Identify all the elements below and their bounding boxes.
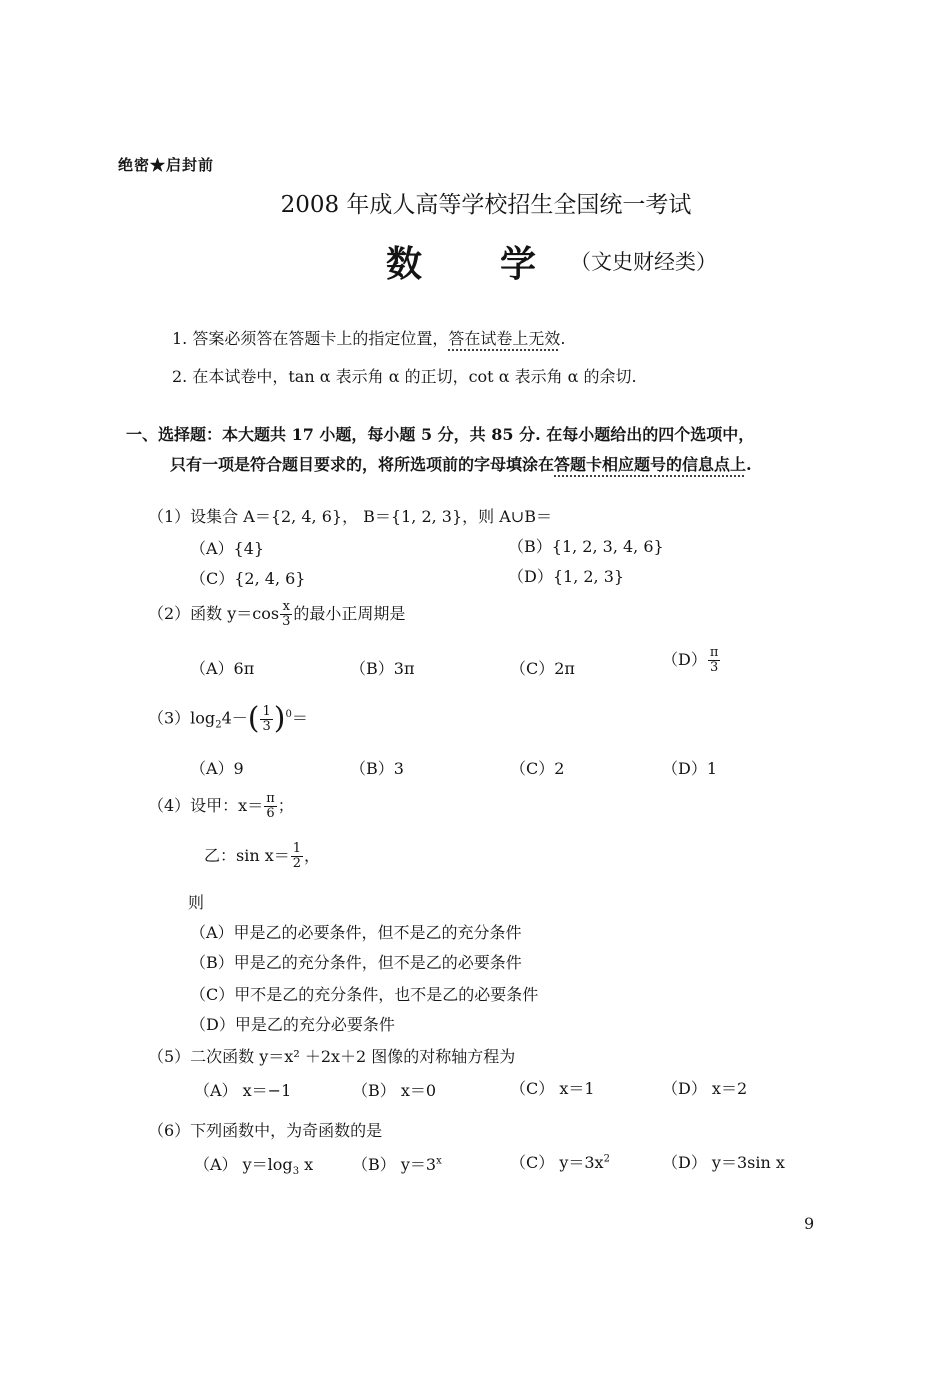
subject-title <box>386 236 536 287</box>
section-line-2 <box>126 450 846 480</box>
note-1-text: 1. 答案必须答在答题卡上的指定位置， <box>172 329 449 348</box>
question-4-jia: （4）设甲：x＝ <box>148 796 264 815</box>
question-1-option-d: （D）{1, 2, 3} <box>508 567 625 586</box>
option-label: （D） <box>662 650 707 669</box>
section-instructions <box>126 420 846 480</box>
question-2-stem <box>148 600 405 629</box>
log-base: 3 <box>292 1166 300 1178</box>
right-paren: ) <box>273 701 286 736</box>
section-line-2-emphasis: 答题卡相应题号的信息点上 <box>554 455 747 474</box>
question-2-option-b: （B）3π <box>350 659 415 678</box>
question-1-option-c: （C）{2, 4, 6} <box>190 569 306 588</box>
section-line-2-end: . <box>746 455 752 474</box>
fraction-numerator: π <box>709 645 719 660</box>
question-6-stem: （6）下列函数中，为奇函数的是 <box>148 1121 383 1140</box>
question-5-option-c: （C） x＝1 <box>510 1079 595 1098</box>
fraction-numerator: π <box>266 791 275 806</box>
question-4-option-b: （B）甲是乙的充分条件，但不是乙的必要条件 <box>190 953 522 972</box>
question-3-equals: ＝ <box>291 708 308 728</box>
question-3-option-d: （D）1 <box>662 759 718 778</box>
fraction-denominator: 6 <box>266 806 275 821</box>
question-1-option-b: （B）{1, 2, 3, 4, 6} <box>508 537 664 556</box>
question-4-option-a: （A）甲是乙的必要条件，但不是乙的充分条件 <box>190 923 522 942</box>
section-line-1: 一、选择题：本大题共 17 小题，每小题 5 分，共 85 分. 在每小题给出的四个选项中， <box>126 425 755 444</box>
question-6-option-c <box>510 1150 610 1173</box>
log-base: 2 <box>215 719 222 731</box>
question-3-option-c: （C）2 <box>510 759 565 778</box>
note-2: 2. 在本试卷中，tan α 表示角 α 的正切，cot α 表示角 α 的余切. <box>172 367 637 386</box>
note-1-emphasis: 答在试卷上无效 <box>448 329 561 348</box>
question-4-yi-fraction <box>291 842 303 871</box>
question-2-fraction <box>280 600 292 629</box>
exponent: x <box>436 1155 442 1167</box>
fraction-numerator: 1 <box>292 841 302 856</box>
question-4-yi-end: ， <box>304 846 321 865</box>
question-4-yi-text: 乙：sin x＝ <box>204 846 290 865</box>
question-4-then: 则 <box>188 893 205 912</box>
subject-char-2: 学 <box>500 243 537 285</box>
question-5-option-b: （B） x＝0 <box>352 1081 437 1100</box>
fraction-denominator: 3 <box>282 614 291 629</box>
exponent: 0 <box>285 709 292 721</box>
exam-title: 2008 年成人高等学校招生全国统一考试 <box>280 192 692 218</box>
question-1-option-a: （A）{4} <box>190 539 265 558</box>
question-2-option-a: （A）6π <box>190 659 255 678</box>
subject-char-1: 数 <box>386 243 423 285</box>
option-a-var: x <box>299 1155 314 1174</box>
note-1-end: . <box>560 329 566 348</box>
question-6-option-b <box>352 1152 442 1175</box>
question-3-stem <box>148 701 308 736</box>
option-c-text: （C） y＝3x <box>510 1153 604 1172</box>
question-2-stem-pre: （2）函数 y＝cos <box>148 604 280 623</box>
question-3-fraction <box>260 705 272 734</box>
question-2-stem-post: 的最小正周期是 <box>293 604 406 623</box>
note-1 <box>172 326 565 349</box>
question-4-stem <box>148 792 294 821</box>
question-3-mid: 4－ <box>221 708 248 728</box>
section-line-2-text: 只有一项是符合题目要求的，将所选项前的字母填涂在 <box>170 455 555 474</box>
question-1-stem: （1）设集合 A＝{2, 4, 6}， B＝{1, 2, 3}，则 A∪B＝ <box>148 507 552 526</box>
question-4-option-c: （C）甲不是乙的充分条件，也不是乙的必要条件 <box>190 985 539 1004</box>
exponent: 2 <box>603 1153 610 1165</box>
fraction-denominator: 3 <box>709 660 719 675</box>
question-2-option-d-fraction <box>708 646 721 675</box>
question-5-option-a: （A） x＝−1 <box>194 1081 292 1100</box>
page-number: 9 <box>804 1214 815 1233</box>
question-5-stem: （5）二次函数 y＝x² ＋2x＋2 图像的对称轴方程为 <box>148 1047 516 1066</box>
fraction-numerator: x <box>280 600 292 615</box>
question-6-option-a <box>194 1152 313 1177</box>
left-paren: ( <box>247 701 260 736</box>
fraction-denominator: 3 <box>262 718 271 734</box>
question-3-log: （3）log <box>148 708 216 728</box>
question-5-option-d: （D） x＝2 <box>662 1079 748 1098</box>
option-a-text: （A） y＝log <box>194 1155 293 1174</box>
option-b-text: （B） y＝3 <box>352 1155 437 1174</box>
question-4-option-d: （D）甲是乙的充分必要条件 <box>190 1015 395 1034</box>
question-4-fraction <box>264 792 277 821</box>
question-4-yi <box>204 842 320 871</box>
question-6-option-d: （D） y＝3sin x <box>662 1153 785 1172</box>
fraction-numerator: 1 <box>262 703 271 719</box>
question-3-option-a: （A）9 <box>190 759 244 778</box>
question-2-option-c: （C）2π <box>510 659 575 678</box>
question-3-option-b: （B）3 <box>350 759 404 778</box>
question-2-option-d <box>662 646 721 675</box>
subject-category: （文史财经类） <box>570 250 717 274</box>
fraction-denominator: 2 <box>292 856 302 871</box>
confidential-mark: 绝密★启封前 <box>118 156 215 174</box>
question-4-jia-end: ； <box>277 796 294 815</box>
